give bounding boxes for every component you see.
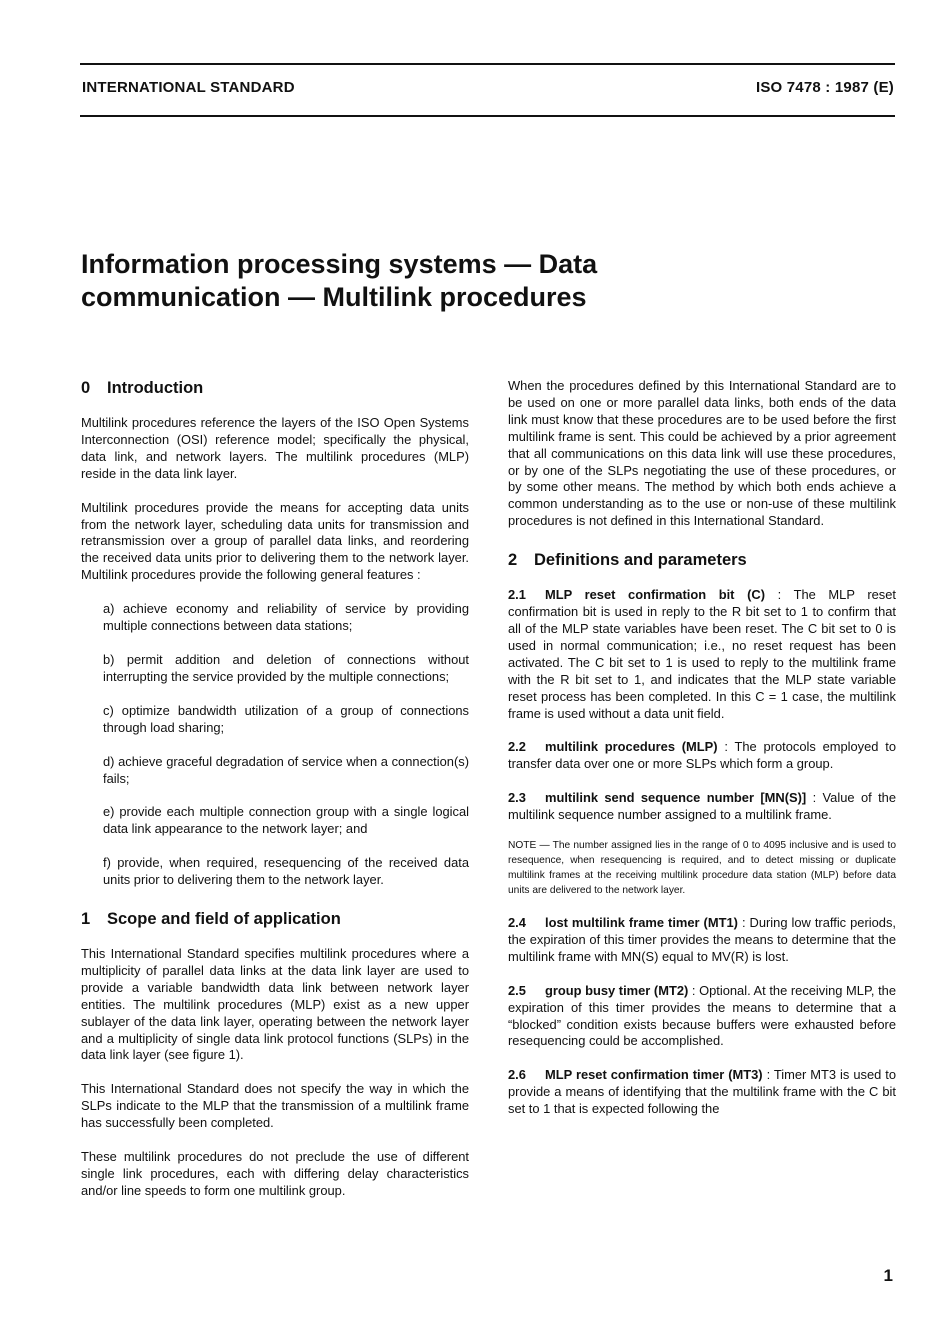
- title-line-1: Information processing systems — Data: [81, 249, 598, 279]
- scope-paragraph-1: This International Standard specifies multilink procedures where a multiplicity of parallel data links at the data link layer are used to provide a variable bandwidth data link between network layer entities. The multilink procedures (MLP) exist as a new upper sublayer of the data link layer, operating between the network layer and a multiplicity of single data link protocol functions (SLPs) in the data link layer (see figure 1).: [81, 946, 469, 1063]
- header-top-rule: [80, 63, 895, 65]
- note-2-3: NOTE — The number assigned lies in the range of 0 to 4095 inclusive and is used to resequence, when resequencing is required, and to detect missing or duplicate multilink frames at the receiving multilink procedure data station (MLP) before data units are delivered to the network layer.: [508, 840, 896, 897]
- header-bottom-rule: [80, 115, 895, 117]
- scope-paragraph-3: These multilink procedures do not preclude the use of different single link procedures, each with differing delay characteristics and/or line speeds to form one multilink group.: [81, 1149, 469, 1198]
- definition-2-6: 2.6 MLP reset confirmation timer (MT3) : Timer MT3 is used to provide a means of identifying that the multilink frame with the C bit set to 1 that is expected following the: [508, 1067, 896, 1117]
- usage-paragraph: When the procedures defined by this International Standard are to be used on one or more parallel data links, both ends of the data link must know that these procedures are to be used before the first multilink frame is sent. This could be achieved by a prior agreement that all communications on this data link will use these procedures, or by one of the SLPs negotiating the use of these procedures, or by some other means. The method by which both ends achieve a common understanding as to the use or non-use of these multilink procedures is not defined in this International Standard.: [508, 378, 896, 529]
- intro-paragraph-2: Multilink procedures provide the means for accepting data units from the network layer, scheduling data units for transmission and retransmission over a group of parallel data links, and reordering the received data units prior to delivering them to the network layer. Multilink procedures provide the following general features :: [81, 499, 469, 583]
- standard-number-label: ISO 7478 : 1987 (E): [755, 79, 894, 96]
- feature-item-f: f) provide, when required, resequencing of the received data units prior to delivering them to the network layer.: [103, 855, 469, 888]
- feature-item-b: b) permit addition and deletion of connections without interrupting the service provided by the multiple connections;: [103, 651, 469, 684]
- right-column: [508, 378, 896, 1118]
- definition-2-2: 2.2 multilink procedures (MLP) : The protocols employed to transfer data over one or more SLPs which form a group.: [508, 739, 896, 772]
- feature-item-e: e) provide each multiple connection group with a single logical data link appearance to the network layer; and: [103, 804, 469, 837]
- page-number: 1: [883, 1266, 893, 1285]
- section-2-heading: 2 Definitions and parameters: [508, 551, 747, 570]
- definition-2-3: 2.3 multilink send sequence number [MN(S)] : Value of the multilink sequence number assigned to a multilink frame.: [508, 790, 896, 823]
- document-title: [81, 248, 781, 314]
- definition-2-5: 2.5 group busy timer (MT2) : Optional. At the receiving MLP, the expiration of this timer provides the means to determine that a “blocked” condition exists because buffers were exhausted before resequencing could be accomplished.: [508, 982, 896, 1049]
- section-1-heading: 1 Scope and field of application: [81, 910, 341, 929]
- feature-item-a: a) achieve economy and reliability of service by providing multiple connections between data stations;: [103, 601, 469, 634]
- scope-paragraph-2: This International Standard does not specify the way in which the SLPs indicate to the MLP that the transmission of a multilink frame has successfully been completed.: [81, 1081, 469, 1131]
- intro-paragraph-1: Multilink procedures reference the layers of the ISO Open Systems Interconnection (OSI) reference model; specifically the physical, data link, and network layers. The multilink procedures (MLP) reside in the data link layer.: [81, 415, 469, 481]
- feature-item-c: c) optimize bandwidth utilization of a group of connections through load sharing;: [103, 702, 469, 735]
- definition-2-4: 2.4 lost multilink frame timer (MT1) : During low traffic periods, the expiration of this timer provides the means to determine that the multilink frame with MN(S) equal to MV(R) is lost.: [508, 915, 896, 964]
- feature-item-d: d) achieve graceful degradation of service when a connection(s) fails;: [103, 753, 469, 786]
- definition-2-1: 2.1 MLP reset confirmation bit (C) : The MLP reset confirmation bit is used in reply to the R bit set to 1 to confirm that all of the MLP state variables have been reset. The C bit set to 0 is used in normal communication; i.e., no reset request has been activated. The C bit set to 1 is used to reply to the multilink frame with the R bit set to 1, and indicates that the MLP state variable reset process has been completed. In this C = 1 case, the multilink frame is used without a data unit field.: [508, 587, 896, 721]
- standard-type-label: INTERNATIONAL STANDARD: [82, 79, 295, 96]
- section-0-heading: 0 Introduction: [81, 379, 204, 397]
- title-line-2: communication — Multilink procedures: [81, 282, 587, 312]
- left-column: [81, 378, 469, 1200]
